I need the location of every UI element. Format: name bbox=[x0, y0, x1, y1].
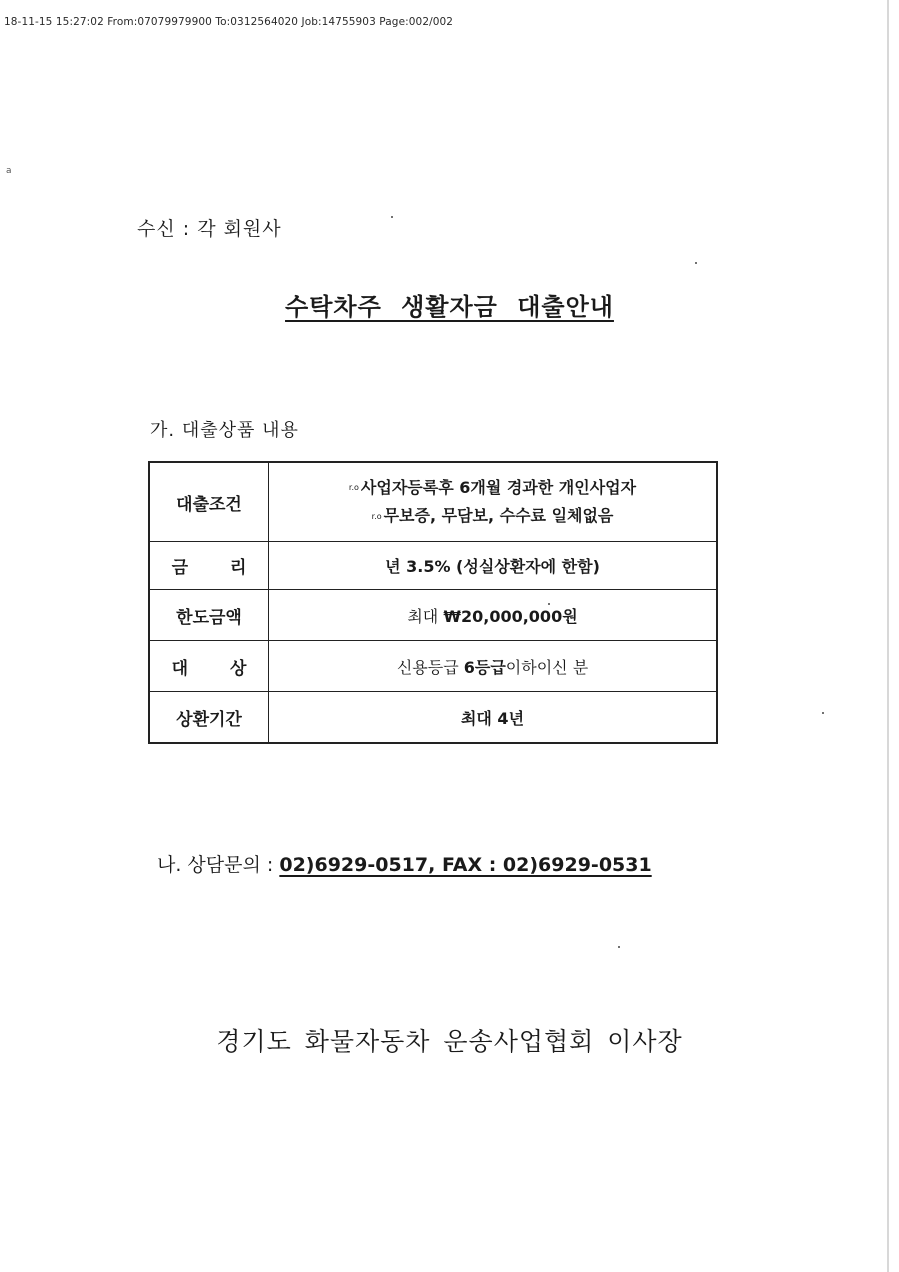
label-loan-conditions: 대출조건 bbox=[149, 462, 269, 542]
value-loan-conditions bbox=[269, 462, 718, 542]
fax-transmission-header: 18-11-15 15:27:02 From:07079979900 To:0312564020 Job:14755903 Page:002/002 bbox=[4, 16, 454, 28]
scan-speck bbox=[822, 712, 824, 714]
contact-label: 나. 상담문의 : bbox=[157, 854, 280, 876]
condition-text-1: 사업자등록후 6개월 경과한 개인사업자 bbox=[360, 477, 637, 497]
scan-speck bbox=[618, 946, 620, 948]
condition-line-1 bbox=[269, 474, 716, 503]
scan-speck bbox=[391, 216, 393, 218]
loan-limit-amount: ₩20,000,000원 bbox=[443, 606, 578, 626]
value-eligibility bbox=[269, 641, 718, 692]
condition-text-2: 무보증, 무담보, 수수료 일체없음 bbox=[383, 506, 614, 525]
value-repayment-term bbox=[269, 692, 718, 744]
signature-line: 경기도 화물자동차 운송사업협회 이사장 bbox=[216, 1027, 683, 1056]
page-edge-line bbox=[887, 0, 889, 1272]
scan-speck bbox=[695, 262, 697, 264]
table-row-loan-limit bbox=[149, 590, 717, 641]
value-loan-limit bbox=[269, 590, 718, 641]
label-eligibility-text: 대 상 bbox=[171, 658, 247, 679]
label-interest-rate bbox=[149, 542, 269, 590]
document-title-text: 수탁차주 생활자금 대출안내 bbox=[285, 293, 614, 321]
document-title bbox=[0, 287, 899, 322]
recipient-line: 수신 : 각 회원사 bbox=[137, 218, 282, 240]
section-a-heading: 가. 대출상품 내용 bbox=[150, 420, 299, 441]
eligibility-prefix: 신용등급 bbox=[396, 657, 464, 677]
label-repayment-term: 상환기간 bbox=[149, 692, 269, 744]
label-eligibility bbox=[149, 641, 269, 692]
contact-phone-fax: 02)6929-0517, FAX : 02)6929-0531 bbox=[279, 854, 652, 876]
table-row-loan-conditions bbox=[149, 462, 717, 542]
condition-line-2 bbox=[269, 502, 716, 531]
bullet-mark-icon: r.o bbox=[348, 483, 359, 492]
contact-info bbox=[157, 850, 652, 877]
repayment-term-text: 최대 4년 bbox=[460, 708, 525, 728]
loan-limit-prefix: 최대 bbox=[407, 606, 444, 626]
loan-product-table bbox=[148, 461, 718, 744]
table-row-eligibility bbox=[149, 641, 717, 692]
eligibility-suffix: 이하이신 분 bbox=[505, 657, 589, 677]
bullet-mark-icon: r.o bbox=[371, 511, 382, 521]
interest-rate-text: 년 3.5% (성실상환자에 한함) bbox=[385, 557, 600, 576]
value-interest-rate bbox=[269, 542, 718, 590]
eligibility-grade: 6등급 bbox=[463, 657, 506, 677]
label-loan-limit: 한도금액 bbox=[149, 590, 269, 641]
table-row-interest-rate bbox=[149, 542, 717, 590]
label-interest-rate-text: 금 리 bbox=[171, 558, 247, 578]
table-row-repayment-term bbox=[149, 692, 717, 744]
margin-mark: a bbox=[6, 166, 12, 176]
